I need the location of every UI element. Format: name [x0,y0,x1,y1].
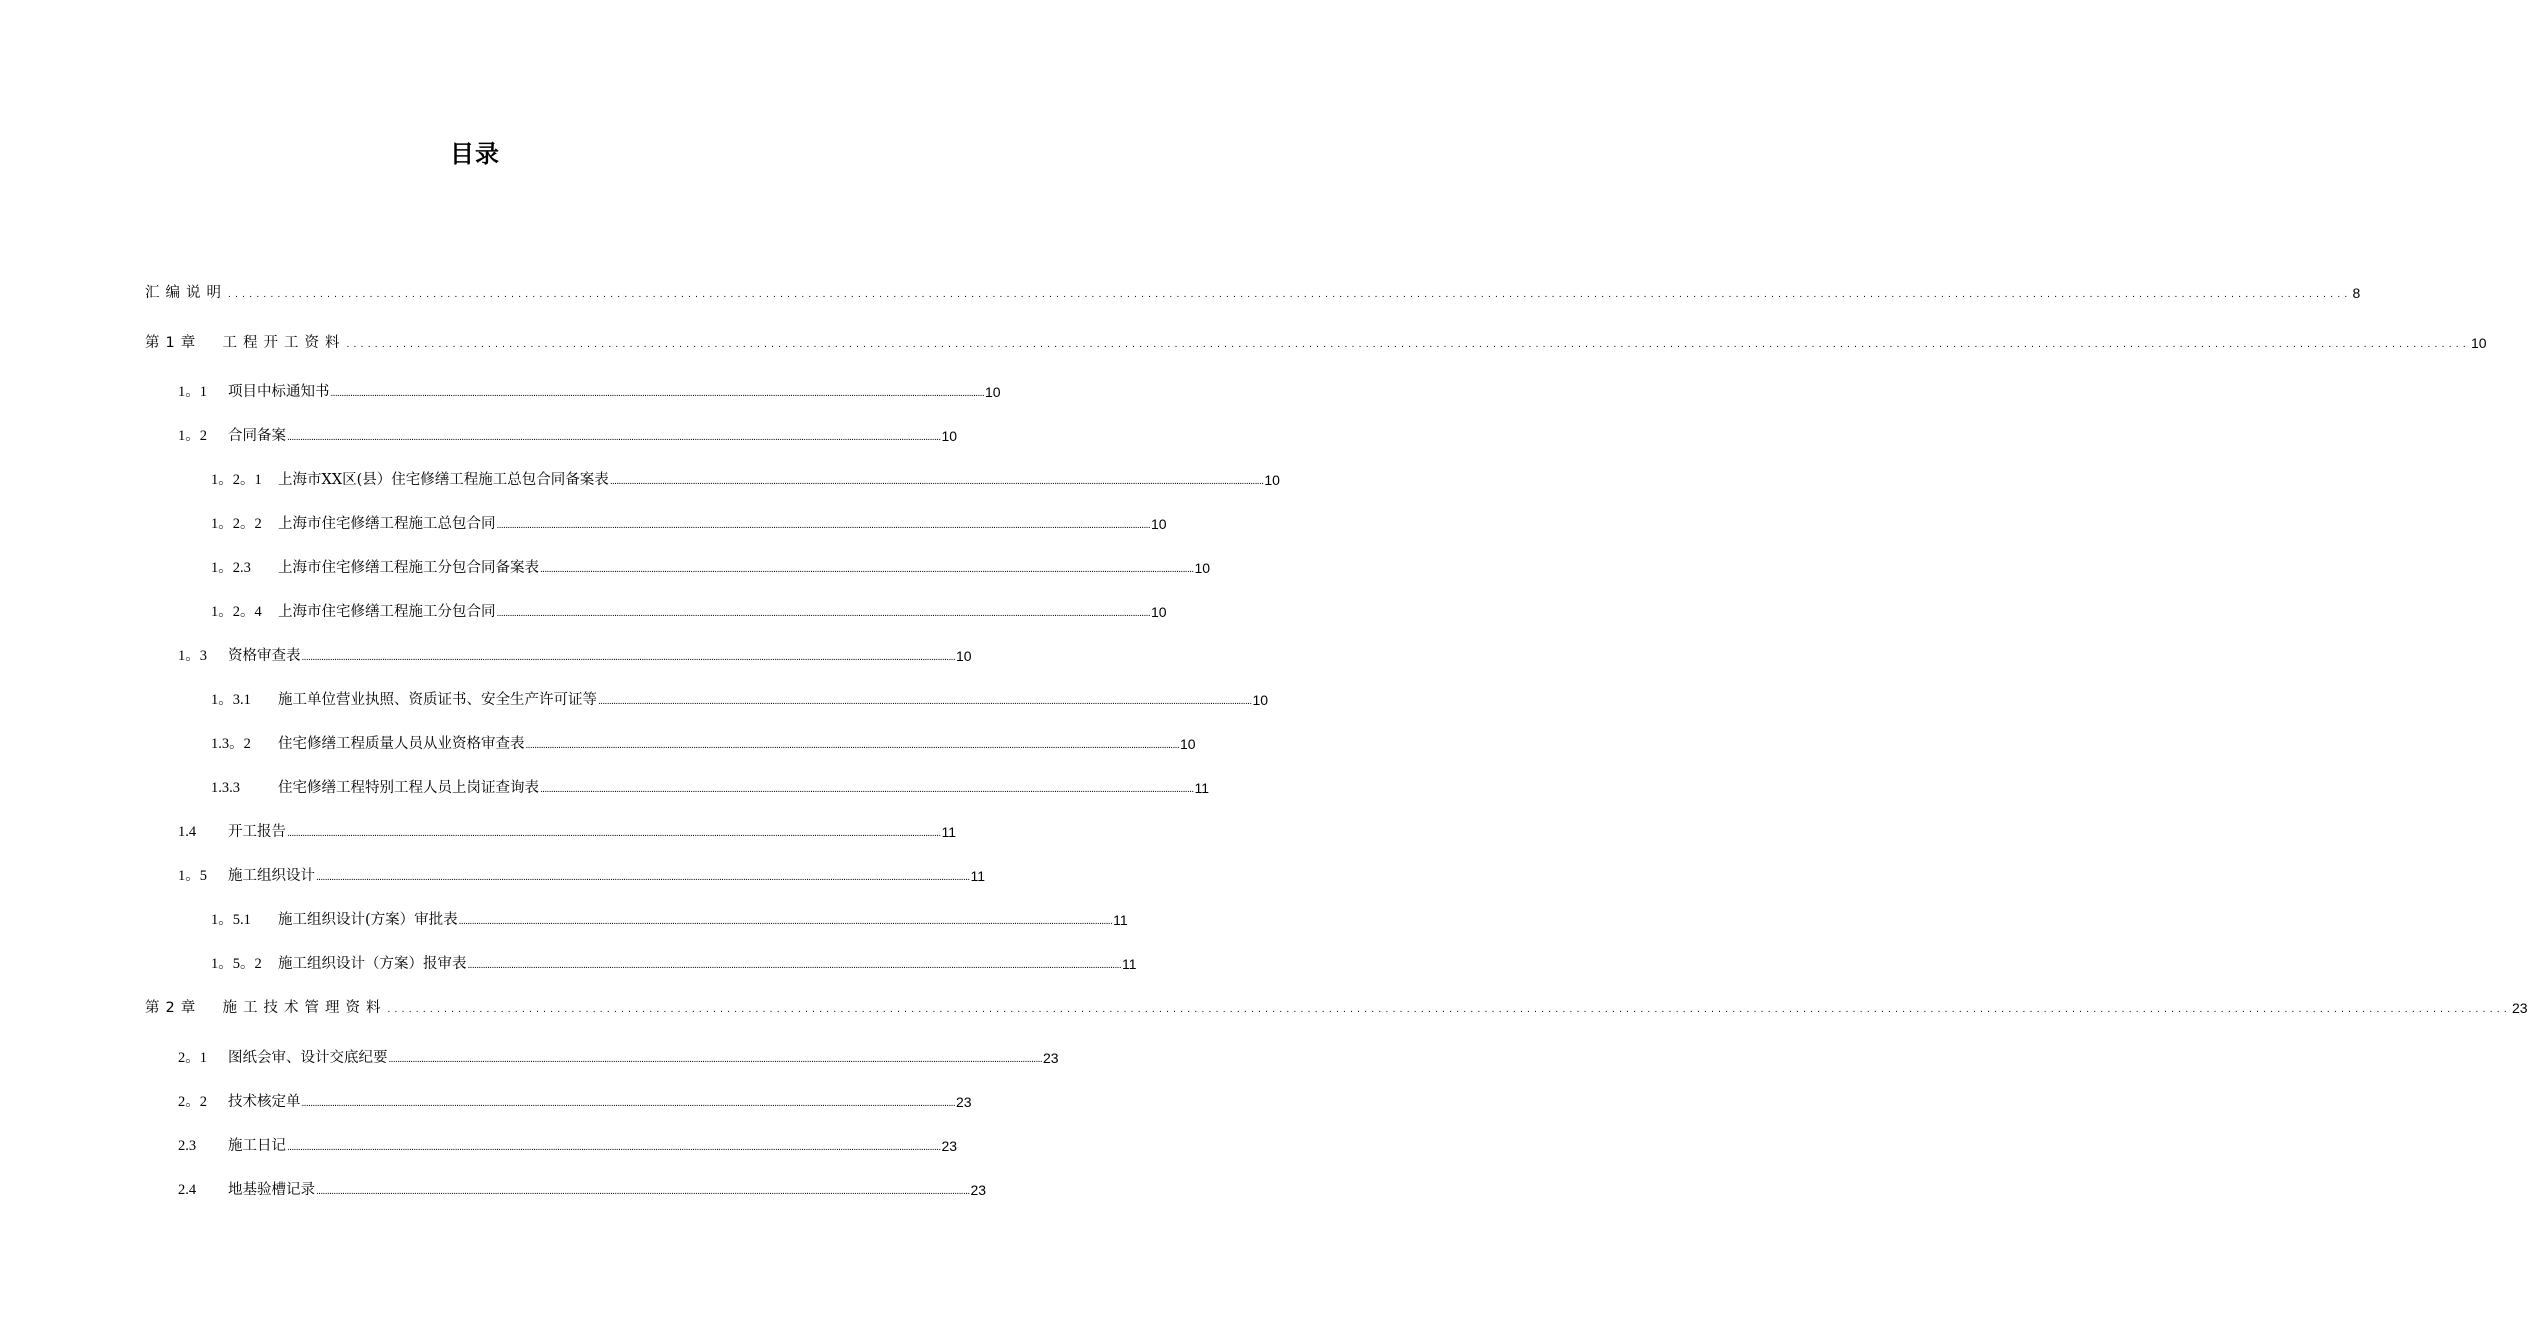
toc-entry[interactable] [178,1091,972,1113]
toc-dot-leader: ............................................................................................................................................................................................................................................................................................................ [287,1142,941,1153]
toc-entry-number: 1。2。2 [211,516,262,532]
toc-entry-page-number: 23 [1043,1050,1059,1066]
toc-entry-page-number: 23 [956,1094,972,1110]
toc-entry[interactable] [178,1047,1059,1069]
toc-entry[interactable] [178,1135,958,1157]
toc-entry-page-number: 10 [1264,472,1280,488]
toc-dot-leader: ............................................................................................................................................................................................................................................................................................................ [458,916,1113,927]
toc-entry-title: 施工单位营业执照、资质证书、安全生产许可证等 [278,692,597,708]
toc-entry-number: 1。3 [178,648,207,664]
toc-entry[interactable] [211,689,1269,711]
toc-entry-title: 图纸会审、设计交底纪要 [228,1050,388,1066]
toc-dot-leader: ............................................................................................................................................................................................................................................................................................................ [228,289,2352,300]
toc-entry-title: 技术核定单 [228,1094,301,1110]
toc-entry-title: 施工日记 [228,1138,286,1154]
toc-dot-leader: ............................................................................................................................................................................................................................................................................................................ [301,652,955,663]
toc-entry-title: 施工组织设计（方案）报审表 [278,956,467,972]
toc-dot-leader: ............................................................................................................................................................................................................................................................................................................ [540,564,1194,575]
toc-entry-number: 1。2 [178,428,207,444]
toc-entry-page-number: 11 [1122,956,1137,972]
toc-entry-number: 2.4 [178,1182,197,1198]
toc-dot-leader: ............................................................................................................................................................................................................................................................................................................ [388,1054,1042,1065]
toc-entry-number: 1。2。4 [211,604,262,620]
toc-entry[interactable] [145,997,2528,1019]
toc-dot-leader: ............................................................................................................................................................................................................................................................................................................ [316,1186,970,1197]
toc-entry-title: 资格审查表 [228,648,301,664]
toc-entry-page-number: 8 [2352,285,2361,301]
toc-entry-title: 地基验槽记录 [228,1182,315,1198]
toc-entry[interactable] [211,777,1210,799]
toc-dot-leader: ............................................................................................................................................................................................................................................................................................................ [387,1004,2511,1015]
toc-entry-number: 1。5 [178,868,207,884]
toc-dot-leader: ............................................................................................................................................................................................................................................................................................................ [525,740,1179,751]
toc-entry-page-number: 10 [941,428,958,444]
toc-entry-title: 上海市住宅修缮工程施工分包合同 [278,604,496,620]
toc-entry[interactable] [211,513,1167,535]
toc-entry[interactable] [145,282,2361,304]
toc-entry[interactable] [145,332,2487,354]
toc-entry[interactable] [211,557,1211,579]
toc-entry-page-number: 11 [970,868,986,884]
toc-entry-title: 施工组织设计 [228,868,315,884]
toc-entry[interactable] [178,821,957,843]
page-title: 目录 [450,140,500,168]
toc-entry-page-number: 11 [1113,912,1128,928]
toc-entry-title: 第1章 工程开工资料 [145,335,346,351]
toc-entry-number: 2.3 [178,1138,197,1154]
toc-entry[interactable] [211,909,1128,931]
toc-entry-page-number: 11 [1194,780,1210,796]
toc-entry-number: 1。2.3 [211,560,251,576]
toc-entry-number: 1。2。1 [211,472,262,488]
toc-dot-leader: ............................................................................................................................................................................................................................................................................................................ [496,520,1150,531]
toc-entry-page-number: 10 [956,648,972,664]
toc-entry[interactable] [178,645,972,667]
toc-entry-page-number: 10 [1252,692,1269,708]
toc-dot-leader: ............................................................................................................................................................................................................................................................................................................ [540,784,1194,795]
toc-entry-number: 1。5.1 [211,912,251,928]
toc-entry-number: 1。5。2 [211,956,262,972]
toc-entry-title: 住宅修缮工程特别工程人员上岗证查询表 [278,780,539,796]
toc-entry-number: 1.4 [178,824,197,840]
toc-entry-title: 项目中标通知书 [228,384,330,400]
toc-entry-title: 合同备案 [228,428,286,444]
toc-entry-page-number: 23 [2511,1000,2528,1016]
toc-entry-number: 1.3。2 [211,736,251,752]
toc-entry-title: 住宅修缮工程质量人员从业资格审查表 [278,736,525,752]
toc-entry[interactable] [178,381,1001,403]
toc-entry[interactable] [178,1179,987,1201]
toc-entry-page-number: 10 [1180,736,1196,752]
toc-entry-title: 上海市住宅修缮工程施工分包合同备案表 [278,560,539,576]
toc-entry[interactable] [178,865,986,887]
toc-dot-leader: ............................................................................................................................................................................................................................................................................................................ [301,1098,955,1109]
toc-dot-leader: ............................................................................................................................................................................................................................................................................................................ [346,339,2470,350]
toc-dot-leader: ............................................................................................................................................................................................................................................................................................................ [330,388,984,399]
toc-entry-title: 汇编说明 [145,285,227,301]
toc-entry-title: 上海市XX区(县）住宅修缮工程施工总包合同备案表 [278,472,609,488]
toc-dot-leader: ............................................................................................................................................................................................................................................................................................................ [287,432,941,443]
toc-entry-number: 2。1 [178,1050,207,1066]
toc-dot-leader: ............................................................................................................................................................................................................................................................................................................ [609,476,1264,487]
toc-dot-leader: ............................................................................................................................................................................................................................................................................................................ [467,960,1121,971]
toc-entry-page-number: 11 [941,824,957,840]
toc-entry-title: 第2章 施工技术管理资料 [145,1000,387,1016]
toc-entry-number: 1。3.1 [211,692,251,708]
toc-dot-leader: ............................................................................................................................................................................................................................................................................................................ [316,872,970,883]
toc-entry-page-number: 10 [1194,560,1211,576]
toc-entry-page-number: 10 [1151,604,1167,620]
toc-entry-title: 施工组织设计(方案）审批表 [278,912,458,928]
toc-entry-title: 上海市住宅修缮工程施工总包合同 [278,516,496,532]
toc-entry[interactable] [211,953,1137,975]
toc-entry-page-number: 10 [1151,516,1167,532]
toc-dot-leader: ............................................................................................................................................................................................................................................................................................................ [496,608,1150,619]
toc-entry[interactable] [211,601,1167,623]
toc-entry-number: 1.3.3 [211,780,240,796]
toc-entry-page-number: 10 [2470,335,2487,351]
toc-entry-page-number: 23 [941,1138,958,1154]
toc-dot-leader: ............................................................................................................................................................................................................................................................................................................ [598,696,1252,707]
toc-entry-number: 2。2 [178,1094,207,1110]
toc-entry-page-number: 10 [985,384,1001,400]
toc-entry[interactable] [211,469,1280,491]
toc-dot-leader: ............................................................................................................................................................................................................................................................................................................ [287,828,941,839]
toc-entry-title: 开工报告 [228,824,286,840]
toc-entry[interactable] [211,733,1196,755]
toc-entry[interactable] [178,425,958,447]
toc-entry-page-number: 23 [970,1182,987,1198]
toc-entry-number: 1。1 [178,384,207,400]
